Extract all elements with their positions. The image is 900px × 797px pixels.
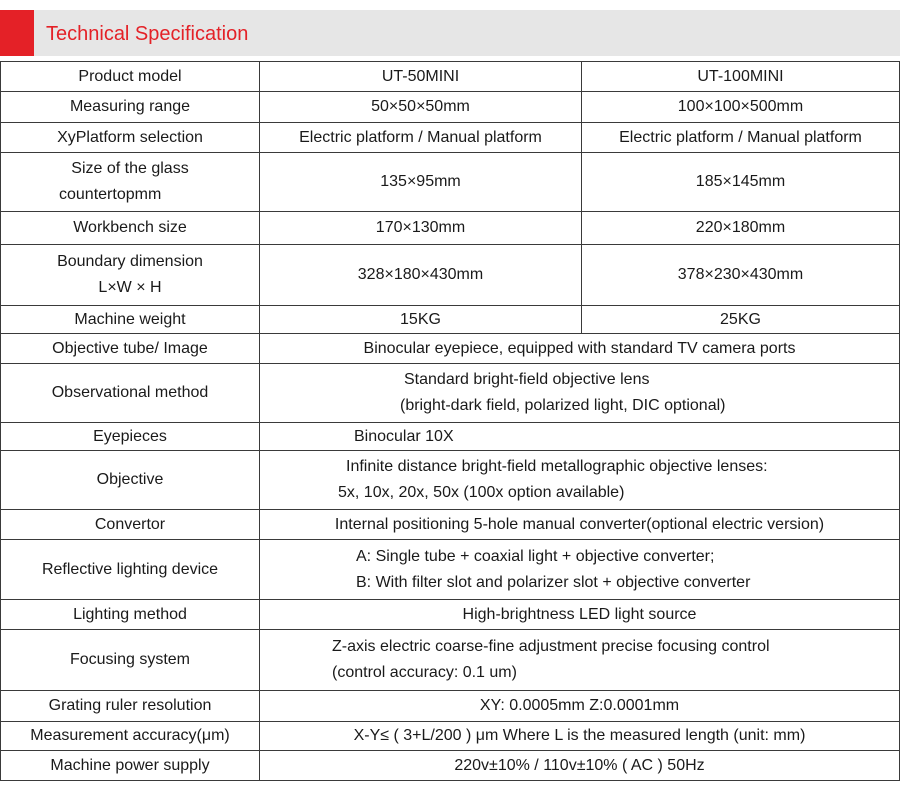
table-row <box>1 153 900 212</box>
value-line: 220v±10% / 110v±10% ( AC ) 50Hz <box>454 756 705 774</box>
merged-value <box>260 600 900 630</box>
value-line: Standard bright-field objective lens <box>404 371 650 388</box>
value-line: Binocular eyepiece, equipped with standard TV camera ports <box>363 339 796 357</box>
row-label: Grating ruler resolution <box>1 691 260 722</box>
table-row <box>1 540 900 600</box>
section-header <box>0 10 900 56</box>
merged-value <box>260 334 900 364</box>
row-label <box>1 153 260 212</box>
table-row <box>1 600 900 630</box>
value-line: XY: 0.0005mm Z:0.0001mm <box>479 697 680 714</box>
cell-value: 378×230×430mm <box>582 245 900 306</box>
merged-value <box>260 722 900 751</box>
table-row <box>1 722 900 751</box>
row-label <box>1 245 260 306</box>
value-line: High-brightness LED light source <box>462 605 697 623</box>
table-row <box>1 245 900 306</box>
merged-value <box>260 751 900 781</box>
row-label: Machine power supply <box>1 751 260 781</box>
value-line: B: With filter slot and polarizer slot + objective converter <box>356 573 751 591</box>
header-accent-bar <box>0 10 34 56</box>
spec-table <box>0 61 900 781</box>
row-label: Focusing system <box>1 630 260 691</box>
row-label: Product model <box>1 62 260 92</box>
merged-value <box>260 540 900 600</box>
label-line: L×W × H <box>98 279 162 296</box>
merged-value <box>260 364 900 423</box>
cell-value: 185×145mm <box>582 153 900 212</box>
row-label: Convertor <box>1 510 260 540</box>
table-row <box>1 92 900 123</box>
value-line: X-Y≤ ( 3+L/200 ) μm Where L is the measured length (unit: mm) <box>353 727 806 744</box>
row-label: Reflective lighting device <box>1 540 260 600</box>
model-name: UT-50MINI <box>260 62 582 92</box>
cell-value: Electric platform / Manual platform <box>582 123 900 153</box>
row-label: Eyepieces <box>1 423 260 451</box>
row-label: Workbench size <box>1 212 260 245</box>
cell-value: 100×100×500mm <box>582 92 900 123</box>
merged-value <box>260 691 900 722</box>
value-line: (bright-dark field, polarized light, DIC optional) <box>400 397 726 414</box>
cell-value: 220×180mm <box>582 212 900 245</box>
table-row <box>1 423 900 451</box>
label-line: Boundary dimension <box>57 253 203 270</box>
table-row <box>1 510 900 540</box>
row-label: Measuring range <box>1 92 260 123</box>
cell-value: 15KG <box>260 306 582 334</box>
row-label: Observational method <box>1 364 260 423</box>
table-row <box>1 306 900 334</box>
table-row <box>1 751 900 781</box>
model-name: UT-100MINI <box>582 62 900 92</box>
row-label: Machine weight <box>1 306 260 334</box>
value-line: A: Single tube + coaxial light + objective converter; <box>356 547 715 565</box>
cell-value: 328×180×430mm <box>260 245 582 306</box>
row-label: Measurement accuracy(μm) <box>1 722 260 751</box>
table-row <box>1 691 900 722</box>
table-row <box>1 62 900 92</box>
table-row <box>1 451 900 510</box>
table-row <box>1 212 900 245</box>
row-label: Lighting method <box>1 600 260 630</box>
label-line: Size of the glass <box>71 160 189 177</box>
merged-value <box>260 451 900 510</box>
merged-value <box>260 510 900 540</box>
row-label: Objective tube/ Image <box>1 334 260 364</box>
table-row <box>1 123 900 153</box>
value-line: Z-axis electric coarse-fine adjustment precise focusing control <box>332 638 770 655</box>
merged-value <box>260 423 900 451</box>
value-line: Infinite distance bright-field metallographic objective lenses: <box>346 458 768 475</box>
cell-value: 25KG <box>582 306 900 334</box>
cell-value: 170×130mm <box>260 212 582 245</box>
value-line: 5x, 10x, 20x, 50x (100x option available) <box>338 484 625 501</box>
value-line: (control accuracy: 0.1 um) <box>332 664 517 681</box>
table-row <box>1 334 900 364</box>
row-label: XyPlatform selection <box>1 123 260 153</box>
value-line: Binocular 10X <box>354 427 454 445</box>
table-row <box>1 630 900 691</box>
cell-value: 135×95mm <box>260 153 582 212</box>
merged-value <box>260 630 900 691</box>
cell-value: Electric platform / Manual platform <box>260 123 582 153</box>
value-line: Internal positioning 5-hole manual converter(optional electric version) <box>334 515 825 533</box>
table-row <box>1 364 900 423</box>
cell-value: 50×50×50mm <box>260 92 582 123</box>
section-title: Technical Specification <box>46 23 249 45</box>
label-line: countertopmm <box>59 186 162 203</box>
row-label: Objective <box>1 451 260 510</box>
